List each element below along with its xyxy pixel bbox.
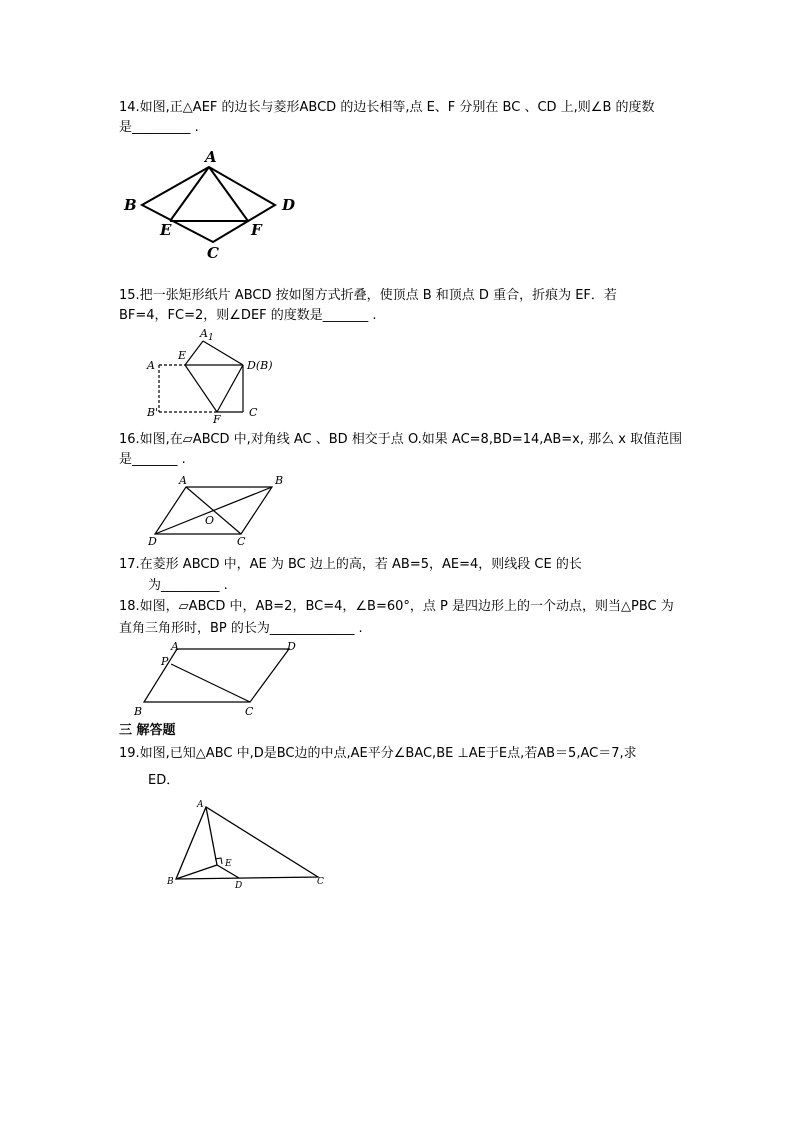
q15-label-c: C — [249, 406, 258, 419]
q14-label-d: D — [282, 196, 296, 214]
q17-text-line1: 17.在菱形 ABCD 中，AE 为 BC 边上的高，若 AB=5，AE=4，则线段 CE 的长 — [119, 557, 582, 572]
q14-text-line1: 14.如图,正△AEF 的边长与菱形ABCD 的边长相等,点 E、F 分别在 BC 、CD 上,则∠B 的度数 — [119, 100, 655, 115]
q19-label-a: A — [197, 800, 204, 810]
q15-label-db: D(B) — [247, 359, 273, 372]
q14-label-a: A — [205, 148, 217, 166]
q14-label-e: E — [160, 221, 172, 239]
section-title: 三 解答题 — [119, 723, 176, 738]
q15-label-a: A — [147, 359, 155, 372]
q18-label-b: B — [134, 705, 143, 718]
q15-label-e: E — [178, 349, 187, 362]
q16-text-line2: 是_______ . — [119, 452, 186, 467]
q15-figure — [145, 325, 295, 425]
q18-figure — [130, 638, 310, 718]
q14-label-b: B — [124, 196, 137, 214]
q14-figure — [120, 145, 320, 260]
q19-text-line2: ED． — [148, 773, 180, 788]
q19-figure — [162, 795, 332, 890]
q19-label-e: E — [225, 859, 232, 869]
q15-label-f: F — [213, 413, 221, 426]
q16-text-line1: 16.如图,在▱ABCD 中,对角线 AC 、BD 相交于点 O.如果 AC=8,BD=14,AB=x, 那么 x 取值范围 — [119, 432, 683, 447]
q16-label-d: D — [148, 535, 157, 548]
q14-label-f: F — [251, 221, 262, 239]
q15-label-a1: $A_1$ — [200, 327, 214, 343]
q16-label-a: A — [179, 474, 187, 487]
q14-text-line2: 是_________ . — [119, 120, 199, 135]
q18-label-d: D — [287, 640, 296, 653]
q18-text-line1: 18.如图，▱ABCD 中，AB=2，BC=4，∠B=60°，点 P 是四边形上的一个动点，则当△PBC 为 — [119, 599, 674, 614]
q16-label-b: B — [275, 474, 284, 487]
q19-label-b: B — [167, 877, 174, 887]
q18-label-c: C — [245, 705, 254, 718]
q19-label-c: C — [317, 877, 324, 887]
q16-label-c: C — [237, 535, 246, 548]
q15-label-bprime: B' — [147, 406, 159, 419]
q14-label-c: C — [207, 244, 219, 262]
q19-label-d: D — [235, 881, 243, 891]
q16-figure — [145, 472, 295, 547]
q15-text-line1: 15.把一张矩形纸片 ABCD 按如图方式折叠，使顶点 B 和顶点 D 重合，折痕为 EF．若 — [119, 288, 617, 303]
q18-label-a: A — [171, 640, 179, 653]
q16-label-o: O — [205, 514, 215, 527]
q18-text-line2: 直角三角形时，BP 的长为_____________ . — [119, 621, 363, 636]
q19-text-line1: 19.如图,已知△ABC 中,D是BC边的中点,AE平分∠BAC,BE ⊥AE于E点,若AB＝5,AC＝7,求 — [119, 746, 637, 761]
q15-text-line2: BF=4，FC=2，则∠DEF 的度数是_______ . — [119, 308, 377, 323]
q18-label-p: P — [161, 655, 169, 668]
q17-text-line2: 为_________ . — [148, 578, 228, 593]
